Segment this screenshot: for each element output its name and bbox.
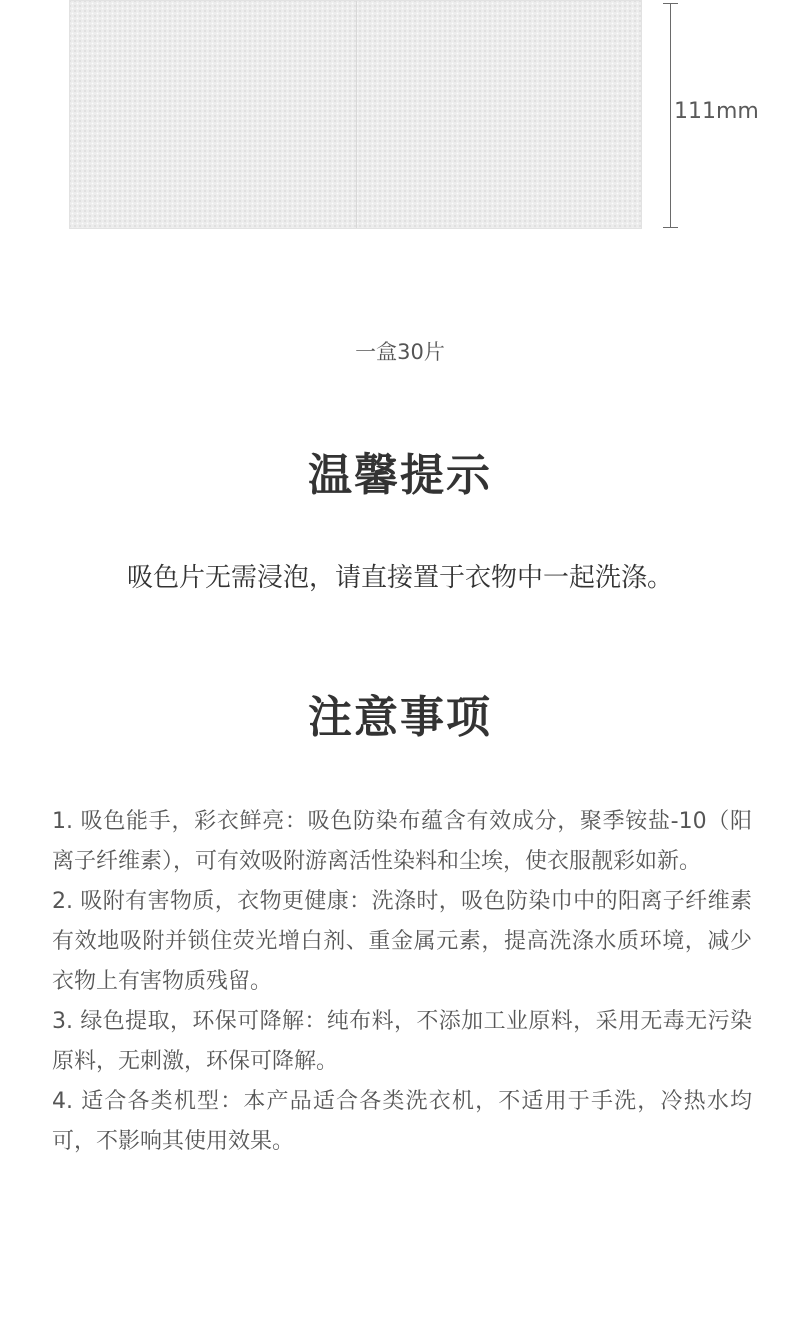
note-item-2: 2. 吸附有害物质，衣物更健康：洗涤时，吸色防染巾中的阳离子纤维素有效地吸附并锁住荧光增白剂、重金属元素，提高洗涤水质环境，减少衣物上有害物质残留。 (52, 889, 752, 994)
note-item-1: 1. 吸色能手，彩衣鲜亮：吸色防染布蕴含有效成分，聚季铵盐-10（阳离子纤维素），可有效吸附游离活性染料和尘埃，使衣服靓彩如新。 (52, 809, 752, 874)
tips-heading: 温馨提示 (308, 450, 492, 501)
color-catcher-sheet-image (69, 0, 642, 229)
note-item-3: 3. 绿色提取，环保可降解：纯布料，不添加工业原料，采用无毒无污染原料，无刺激，环保可降解。 (52, 1009, 752, 1074)
dimension-label: 111mm (674, 99, 759, 124)
sheet-fold-line (356, 1, 357, 228)
notes-list (52, 802, 752, 1162)
notes-heading: 注意事项 (308, 692, 492, 743)
tips-text: 吸色片无需浸泡，请直接置于衣物中一起洗涤。 (126, 563, 673, 593)
dimension-cap-top (663, 3, 678, 4)
note-item-4: 4. 适合各类机型：本产品适合各类洗衣机，不适用于手洗，冷热水均可，不影响其使用效果。 (52, 1089, 752, 1154)
package-caption: 一盒30片 (355, 340, 445, 364)
dimension-cap-bottom (663, 227, 678, 228)
dimension-line (670, 3, 671, 228)
